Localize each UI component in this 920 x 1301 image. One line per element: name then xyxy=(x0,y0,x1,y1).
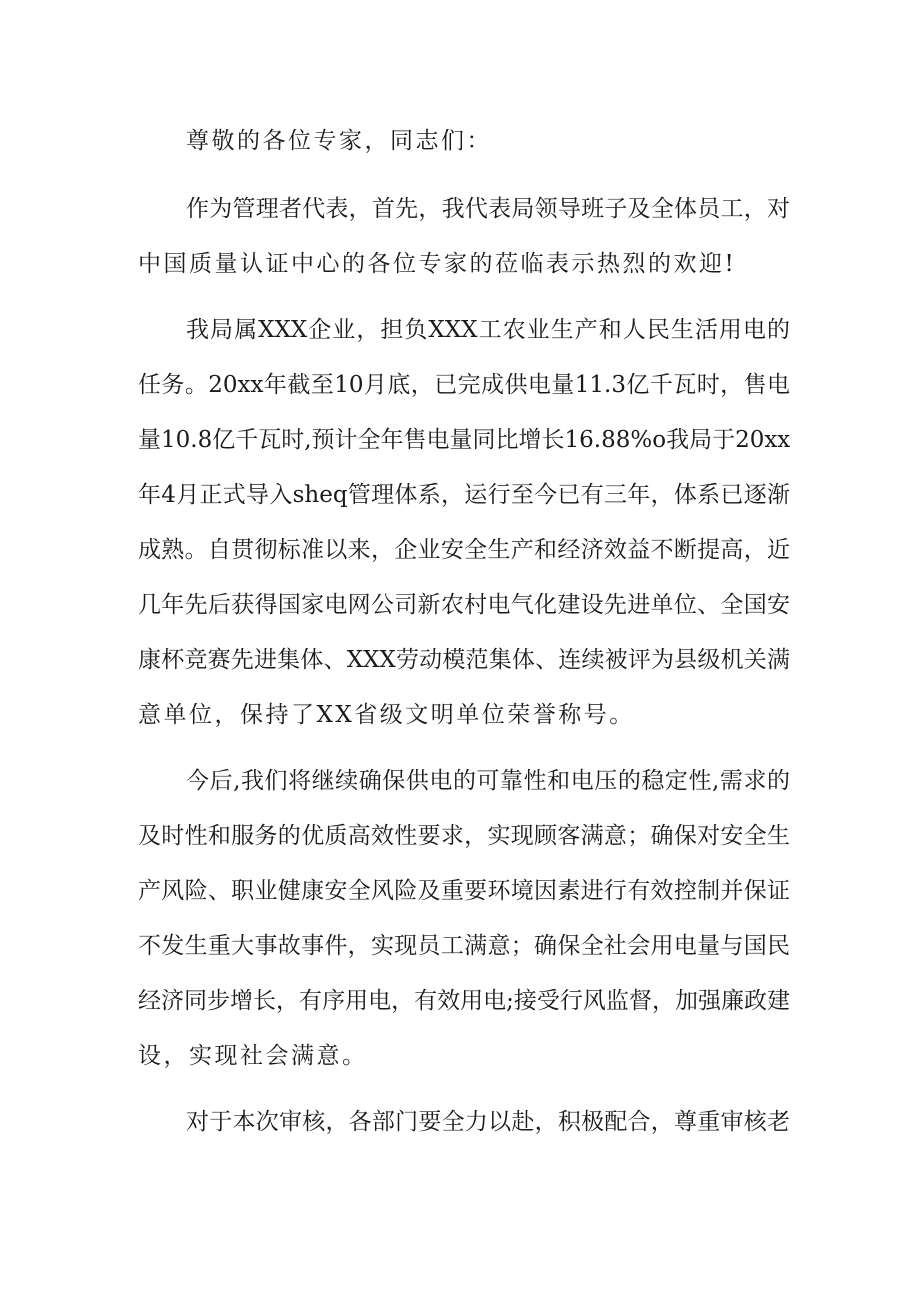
paragraph-line: 产风险、职业健康安全风险及重要环境因素进行有效控制并保证 xyxy=(138,878,790,904)
greeting-line: 尊敬的各位专家，同志们： xyxy=(186,128,492,154)
paragraph-line: 康杯竞赛先进集体、XXX劳动模范集体、连续被评为县级机关满 xyxy=(138,647,790,673)
paragraph-line: 量10.8亿千瓦时,预计全年售电量同比增长16.88%o我局于20xx xyxy=(138,427,791,453)
paragraph-line: 作为管理者代表，首先，我代表局领导班子及全体员工，对 xyxy=(186,196,790,222)
paragraph-line: 任务。20xx年截至10月底，已完成供电量11.3亿千瓦时，售电 xyxy=(138,372,790,398)
paragraph-line: 经济同步增长，有序用电，有效用电;接受行风监督，加强廉政建 xyxy=(138,988,790,1014)
paragraph-line: 对于本次审核，各部门要全力以赴，积极配合，尊重审核老 xyxy=(186,1109,790,1135)
paragraph-line: 成熟。自贯彻标准以来，企业安全生产和经济效益不断提高，近 xyxy=(138,537,790,563)
paragraph-line: 意单位，保持了XX省级文明单位荣誉称号。 xyxy=(138,702,635,728)
paragraph-line: 不发生重大事故事件，实现员工满意；确保全社会用电量与国民 xyxy=(138,933,790,959)
paragraph-line: 年4月正式导入sheq管理体系，运行至今已有三年，体系已逐渐 xyxy=(138,482,790,508)
paragraph-line: 今后,我们将继续确保供电的可靠性和电压的稳定性,需求的 xyxy=(186,768,790,794)
paragraph-line: 中国质量认证中心的各位专家的莅临表示热烈的欢迎! xyxy=(138,251,737,277)
paragraph-line: 几年先后获得国家电网公司新农村电气化建设先进单位、全国安 xyxy=(138,592,790,618)
paragraph-line: 及时性和服务的优质高效性要求，实现顾客满意；确保对安全生 xyxy=(138,823,790,849)
paragraph-line: 设，实现社会满意。 xyxy=(138,1043,368,1069)
paragraph-line: 我局属XXX企业，担负XXX工农业生产和人民生活用电的 xyxy=(186,317,790,343)
